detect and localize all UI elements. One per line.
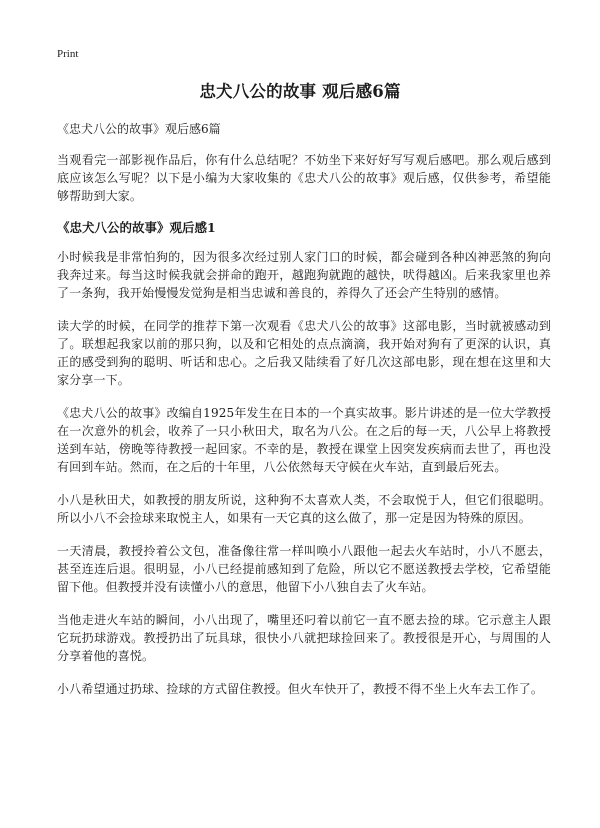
section-heading: 《忠犬八公的故事》观后感1 xyxy=(57,220,216,235)
body-paragraph: 《忠犬八公的故事》改编自1925年发生在日本的一个真实故事。影片讲述的是一位大学教授在一次意外的机会，收养了一只小秋田犬，取名为八公。在之后的每一天，八公早上将教授送到车站，傍晚等待教授一起回家。不幸的是，教授在课堂上因突发疾病而去世了，再也没有回到车站。然而，在之后的十年里，八公依然每天守候在火车站，直到最后死去。 xyxy=(57,406,551,474)
article-body xyxy=(57,121,551,713)
page-title: 忠犬八公的故事 观后感6篇 xyxy=(199,82,401,101)
body-paragraph: 读大学的时候，在同学的推荐下第一次观看《忠犬八公的故事》这部电影，当时就被感动到了。联想起我家以前的那只狗，以及和它相处的点点滴滴，我开始对狗有了更深的认识，真正的感受到狗的聪明、听话和忠心。之后我又陆续看了好几次这部电影，现在想在这里和大家分享一下。 xyxy=(57,319,551,387)
body-paragraph: 小时候我是非常怕狗的，因为很多次经过别人家门口的时候，都会碰到各种凶神恶煞的狗向我奔过来。每当这时候我就会拼命的跑开，越跑狗就跑的越快，吠得越凶。后来我家里也养了一条狗，我开始慢慢发觉狗是相当忠诚和善良的，养得久了还会产生特别的感情。 xyxy=(57,250,551,300)
article-subtitle: 《忠犬八公的故事》观后感6篇 xyxy=(57,122,221,136)
print-link[interactable]: Print xyxy=(57,48,79,60)
body-paragraph: 小八希望通过扔球、捡球的方式留住教授。但火车快开了，教授不得不坐上火车去工作了。 xyxy=(57,682,544,696)
intro-paragraph: 当观看完一部影视作品后，你有什么总结呢？不妨坐下来好好写写观后感吧。那么观后感到底应该怎么写呢？以下是小编为大家收集的《忠犬八公的故事》观后感，仅供参考，希望能够帮助到大家。 xyxy=(57,153,551,203)
body-paragraph: 当他走进火车站的瞬间，小八出现了，嘴里还叼着以前它一直不愿去捡的球。它示意主人跟它玩扔球游戏。教授扔出了玩具球，很快小八就把球捡回来了。教授很是开心，与周围的人分享着他的喜悦。 xyxy=(57,613,551,663)
body-paragraph: 小八是秋田犬，如教授的朋友所说，这种狗不太喜欢人类，不会取悦于人，但它们很聪明。所以小八不会捡球来取悦主人，如果有一天它真的这么做了，那一定是因为特殊的原因。 xyxy=(57,493,551,525)
body-paragraph: 一天清晨，教授拎着公文包，准备像往常一样叫唤小八跟他一起去火车站时，小八不愿去，甚至连连后退。很明显，小八已经提前感知到了危险，所以它不愿送教授去学校，它希望能留下他。但教授并没有读懂小八的意思，他留下小八独自去了火车站。 xyxy=(57,544,551,594)
